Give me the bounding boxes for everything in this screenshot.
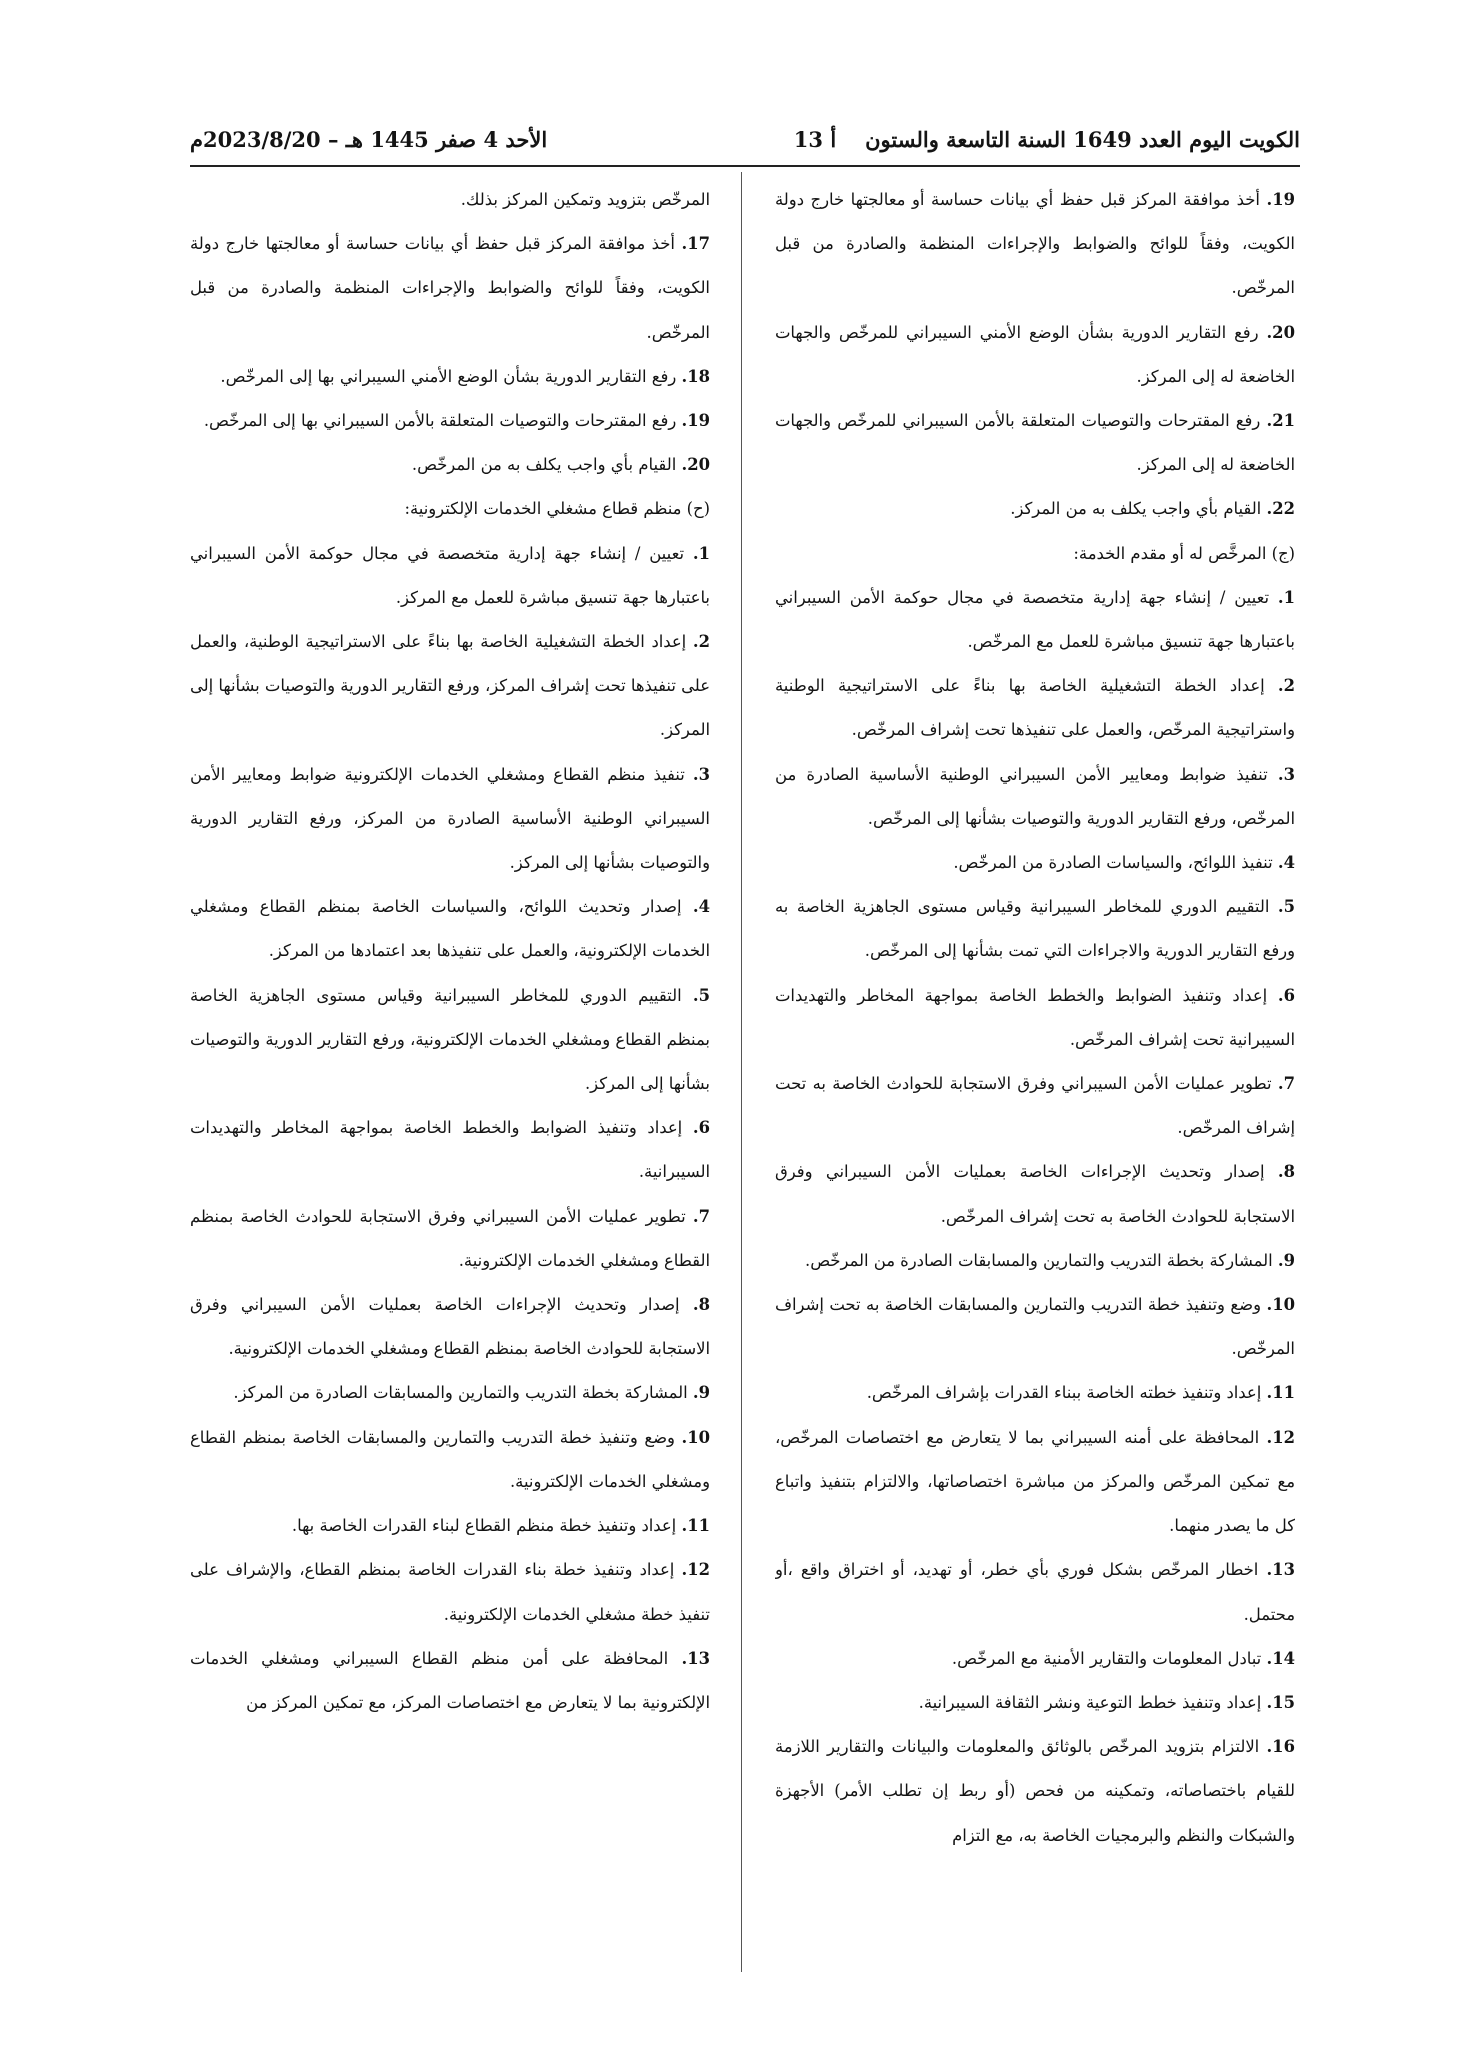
item-text: إعداد وتنفيذ خطة منظم القطاع لبناء القدرات الخاصة بها. bbox=[291, 1516, 677, 1536]
item-text: تنفيذ ضوابط ومعايير الأمن السيبراني الوطنية الأساسية الصادرة من المرخّص، ورفع التقارير الدورية والتوصيات بشأنها إلى المرخّص. bbox=[775, 764, 1295, 828]
item-text: إصدار وتحديث اللوائح، والسياسات الخاصة بمنظم القطاع ومشغلي الخدمات الإلكترونية، والعمل على تنفيذها بعد اعتمادها من المركز. bbox=[190, 897, 710, 961]
item-number: 2. bbox=[692, 632, 710, 652]
paragraph bbox=[190, 1106, 710, 1194]
paragraph bbox=[190, 1637, 710, 1725]
item-text: تطوير عمليات الأمن السيبراني وفرق الاستجابة للحوادث الخاصة به تحت إشراف المرخّص. bbox=[775, 1074, 1295, 1138]
item-number: 12. bbox=[1266, 1427, 1295, 1447]
item-number: 8. bbox=[692, 1295, 710, 1315]
item-number: 6. bbox=[692, 1118, 710, 1138]
paragraph bbox=[775, 885, 1295, 973]
header-rule bbox=[190, 165, 1300, 167]
item-text: أخذ موافقة المركز قبل حفظ أي بيانات حساسة أو معالجتها خارج دولة الكويت، وفقاً للوائح والضوابط والإجراءات المنظمة والصادرة من قبل المرخّص. bbox=[190, 234, 710, 342]
item-text: (ج) المرخَّص له أو مقدم الخدمة: bbox=[1073, 543, 1295, 563]
item-text: اخطار المرخّص بشكل فوري بأي خطر، أو تهديد، أو اختراق واقع ،أو محتمل. bbox=[775, 1560, 1295, 1624]
header-date: الأحد 4 صفر 1445 هـ – 2023/8/20م bbox=[190, 127, 548, 152]
item-text: رفع المقترحات والتوصيات المتعلقة بالأمن السيبراني للمرخّص والجهات الخاضعة له إلى المركز. bbox=[775, 411, 1295, 475]
item-number: 3. bbox=[692, 764, 710, 784]
item-text: وضع وتنفيذ خطة التدريب والتمارين والمسابقات الخاصة بمنظم القطاع ومشغلي الخدمات الإلكترونية. bbox=[190, 1427, 710, 1491]
item-number: 8. bbox=[1277, 1162, 1295, 1182]
item-text: تبادل المعلومات والتقارير الأمنية مع المرخّص. bbox=[951, 1648, 1262, 1668]
item-text: أخذ موافقة المركز قبل حفظ أي بيانات حساسة أو معالجتها خارج دولة الكويت، وفقاً للوائح والضوابط والإجراءات المنظمة والصادرة من قبل المرخّص. bbox=[775, 190, 1295, 298]
paragraph bbox=[190, 1548, 710, 1636]
paragraph bbox=[775, 1283, 1295, 1371]
paragraph bbox=[190, 1504, 710, 1548]
paragraph bbox=[190, 1283, 710, 1371]
item-number: 1. bbox=[1277, 587, 1295, 607]
paragraph bbox=[775, 487, 1295, 531]
item-number: 1. bbox=[692, 543, 710, 563]
item-number: 4. bbox=[692, 897, 710, 917]
item-number: 22. bbox=[1266, 499, 1295, 519]
paragraph bbox=[775, 1416, 1295, 1549]
item-number: 19. bbox=[681, 411, 710, 431]
paragraph bbox=[775, 178, 1295, 311]
paragraph bbox=[775, 841, 1295, 885]
paragraph bbox=[190, 222, 710, 355]
paragraph bbox=[775, 532, 1295, 576]
item-text: إعداد وتنفيذ الضوابط والخطط الخاصة بمواجهة المخاطر والتهديدات السيبرانية. bbox=[190, 1118, 710, 1182]
paragraph bbox=[775, 974, 1295, 1062]
item-text: القيام بأي واجب يكلف به من المرخّص. bbox=[411, 455, 677, 475]
paragraph bbox=[775, 1681, 1295, 1725]
item-text: تنفيذ منظم القطاع ومشغلي الخدمات الإلكترونية ضوابط ومعايير الأمن السيبراني الوطنية الأساسية الصادرة من المركز، ورفع التقارير الدورية والتوصيات بشأنها إلى المركز. bbox=[190, 764, 710, 873]
left-column bbox=[190, 178, 710, 1978]
item-text: الالتزام بتزويد المرخّص بالوثائق والمعلومات والبيانات والتقارير اللازمة للقيام باختصاصاته، وتمكينه من فحص (أو ربط إن تطلب الأمر) الأجهزة والشبكات والنظم والبرمجيات الخاصة به، مع التزام bbox=[775, 1737, 1295, 1845]
item-text: التقييم الدوري للمخاطر السيبرانية وقياس مستوى الجاهزية الخاصة بمنظم القطاع ومشغلي الخدمات الإلكترونية، ورفع التقارير الدورية والتوصيات بشأنها إلى المركز. bbox=[190, 985, 710, 1094]
item-number: 5. bbox=[692, 985, 710, 1005]
item-text: وضع وتنفيذ خطة التدريب والتمارين والمسابقات الخاصة به تحت إشراف المرخّص. bbox=[775, 1295, 1295, 1359]
item-number: 21. bbox=[1266, 411, 1295, 431]
item-number: 16. bbox=[1266, 1737, 1295, 1757]
paragraph bbox=[775, 576, 1295, 664]
item-text: المشاركة بخطة التدريب والتمارين والمسابقات الصادرة من المرخّص. bbox=[805, 1250, 1273, 1270]
item-text: تطوير عمليات الأمن السيبراني وفرق الاستجابة للحوادث الخاصة بمنظم القطاع ومشغلي الخدمات الإلكترونية. bbox=[190, 1206, 710, 1270]
item-text: المحافظة على أمن منظم القطاع السيبراني ومشغلي الخدمات الإلكترونية بما لا يتعارض مع اختصاصات المركز، مع تمكين المركز من bbox=[190, 1648, 710, 1712]
paragraph bbox=[190, 443, 710, 487]
paragraph bbox=[775, 1239, 1295, 1283]
paragraph bbox=[190, 487, 710, 531]
paragraph bbox=[190, 1371, 710, 1415]
item-number: 7. bbox=[692, 1206, 710, 1226]
paragraph bbox=[775, 1371, 1295, 1415]
paragraph bbox=[775, 1150, 1295, 1238]
paragraph bbox=[775, 1548, 1295, 1636]
item-number: 18. bbox=[681, 366, 710, 386]
paragraph bbox=[775, 664, 1295, 752]
paragraph bbox=[190, 885, 710, 973]
item-text: التقييم الدوري للمخاطر السيبرانية وقياس مستوى الجاهزية الخاصة به ورفع التقارير الدورية والاجراءات التي تمت بشأنها إلى المرخّص. bbox=[775, 897, 1295, 961]
paragraph bbox=[190, 399, 710, 443]
item-number: 14. bbox=[1266, 1648, 1295, 1668]
item-text: إعداد وتنفيذ خطط التوعية ونشر الثقافة السيبرانية. bbox=[918, 1692, 1262, 1712]
paragraph bbox=[190, 1416, 710, 1504]
paragraph bbox=[190, 532, 710, 620]
item-number: 2. bbox=[1277, 676, 1295, 696]
item-number: 11. bbox=[1266, 1383, 1295, 1403]
paragraph bbox=[190, 178, 710, 222]
item-number: 10. bbox=[681, 1427, 710, 1447]
item-text: إعداد وتنفيذ خطته الخاصة ببناء القدرات بإشراف المرخّص. bbox=[866, 1383, 1262, 1403]
item-number: 13. bbox=[1266, 1560, 1295, 1580]
item-number: 7. bbox=[1277, 1074, 1295, 1094]
item-text: رفع التقارير الدورية بشأن الوضع الأمني السيبراني للمرخّص والجهات الخاضعة له إلى المركز. bbox=[775, 322, 1295, 386]
paragraph bbox=[775, 1637, 1295, 1681]
item-number: 9. bbox=[1277, 1250, 1295, 1270]
item-text: تعيين / إنشاء جهة إدارية متخصصة في مجال حوكمة الأمن السيبراني باعتبارها جهة تنسيق مباشرة للعمل مع المرخّص. bbox=[775, 587, 1295, 652]
item-number: 4. bbox=[1277, 853, 1295, 873]
item-text: المرخّص بتزويد وتمكين المركز بذلك. bbox=[460, 190, 710, 209]
item-number: 9. bbox=[692, 1383, 710, 1403]
paragraph bbox=[775, 399, 1295, 487]
header-page-number: أ 13 bbox=[793, 127, 837, 152]
item-number: 11. bbox=[681, 1516, 710, 1536]
item-number: 19. bbox=[1266, 190, 1295, 209]
item-text: القيام بأي واجب يكلف به من المركز. bbox=[1010, 499, 1262, 519]
paragraph bbox=[775, 1725, 1295, 1858]
header-issue: الكويت اليوم العدد 1649 السنة التاسعة والستون bbox=[865, 127, 1300, 152]
item-text: إصدار وتحديث الإجراءات الخاصة بعمليات الأمن السيبراني وفرق الاستجابة للحوادث الخاصة به تحت إشراف المرخّص. bbox=[775, 1162, 1295, 1226]
item-number: 10. bbox=[1266, 1295, 1295, 1315]
item-text: المشاركة بخطة التدريب والتمارين والمسابقات الصادرة من المركز. bbox=[233, 1383, 688, 1403]
item-text: إعداد وتنفيذ الضوابط والخطط الخاصة بمواجهة المخاطر والتهديدات السيبرانية تحت إشراف المرخّص. bbox=[775, 985, 1295, 1049]
item-number: 20. bbox=[1266, 322, 1295, 342]
page-header bbox=[190, 118, 1300, 162]
item-text: رفع التقارير الدورية بشأن الوضع الأمني السيبراني بها إلى المرخّص. bbox=[220, 366, 677, 386]
item-text: إعداد وتنفيذ خطة بناء القدرات الخاصة بمنظم القطاع، والإشراف على تنفيذ خطة مشغلي الخدمات الإلكترونية. bbox=[190, 1560, 710, 1624]
paragraph bbox=[190, 974, 710, 1107]
paragraph bbox=[190, 1195, 710, 1283]
paragraph bbox=[190, 355, 710, 399]
item-number: 5. bbox=[1277, 897, 1295, 917]
item-number: 20. bbox=[681, 455, 710, 475]
item-number: 17. bbox=[681, 234, 710, 254]
paragraph bbox=[775, 311, 1295, 399]
item-number: 3. bbox=[1277, 764, 1295, 784]
item-text: (ح) منظم قطاع مشغلي الخدمات الإلكترونية: bbox=[404, 499, 710, 519]
item-number: 13. bbox=[681, 1648, 710, 1668]
item-text: إصدار وتحديث الإجراءات الخاصة بعمليات الأمن السيبراني وفرق الاستجابة للحوادث الخاصة بمنظم القطاع ومشغلي الخدمات الإلكترونية. bbox=[190, 1295, 710, 1359]
item-number: 15. bbox=[1266, 1692, 1295, 1712]
item-text: إعداد الخطة التشغيلية الخاصة بها بناءً على الاستراتيجية الوطنية واستراتيجية المرخّص، والعمل على تنفيذها تحت إشراف المرخّص. bbox=[775, 676, 1295, 740]
item-text: تعيين / إنشاء جهة إدارية متخصصة في مجال حوكمة الأمن السيبراني باعتبارها جهة تنسيق مباشرة للعمل مع المركز. bbox=[190, 543, 710, 607]
item-text: رفع المقترحات والتوصيات المتعلقة بالأمن السيبراني بها إلى المرخّص. bbox=[203, 411, 677, 431]
item-text: تنفيذ اللوائح، والسياسات الصادرة من المرخّص. bbox=[953, 853, 1273, 873]
item-number: 6. bbox=[1277, 985, 1295, 1005]
paragraph bbox=[190, 620, 710, 753]
column-divider bbox=[741, 172, 742, 1972]
right-column bbox=[775, 178, 1295, 1978]
item-text: المحافظة على أمنه السيبراني بما لا يتعارض مع اختصاصات المرخّص، مع تمكين المرخّص والمركز من مباشرة اختصاصاتها، والالتزام بتنفيذ واتباع كل ما يصدر منهما. bbox=[775, 1427, 1295, 1536]
item-number: 12. bbox=[681, 1560, 710, 1580]
paragraph bbox=[775, 753, 1295, 841]
item-text: إعداد الخطة التشغيلية الخاصة بها بناءً على الاستراتيجية الوطنية، والعمل على تنفيذها تحت إشراف المركز، ورفع التقارير الدورية والتوصيات بشأنها إلى المركز. bbox=[190, 632, 710, 740]
paragraph bbox=[190, 753, 710, 886]
paragraph bbox=[775, 1062, 1295, 1150]
